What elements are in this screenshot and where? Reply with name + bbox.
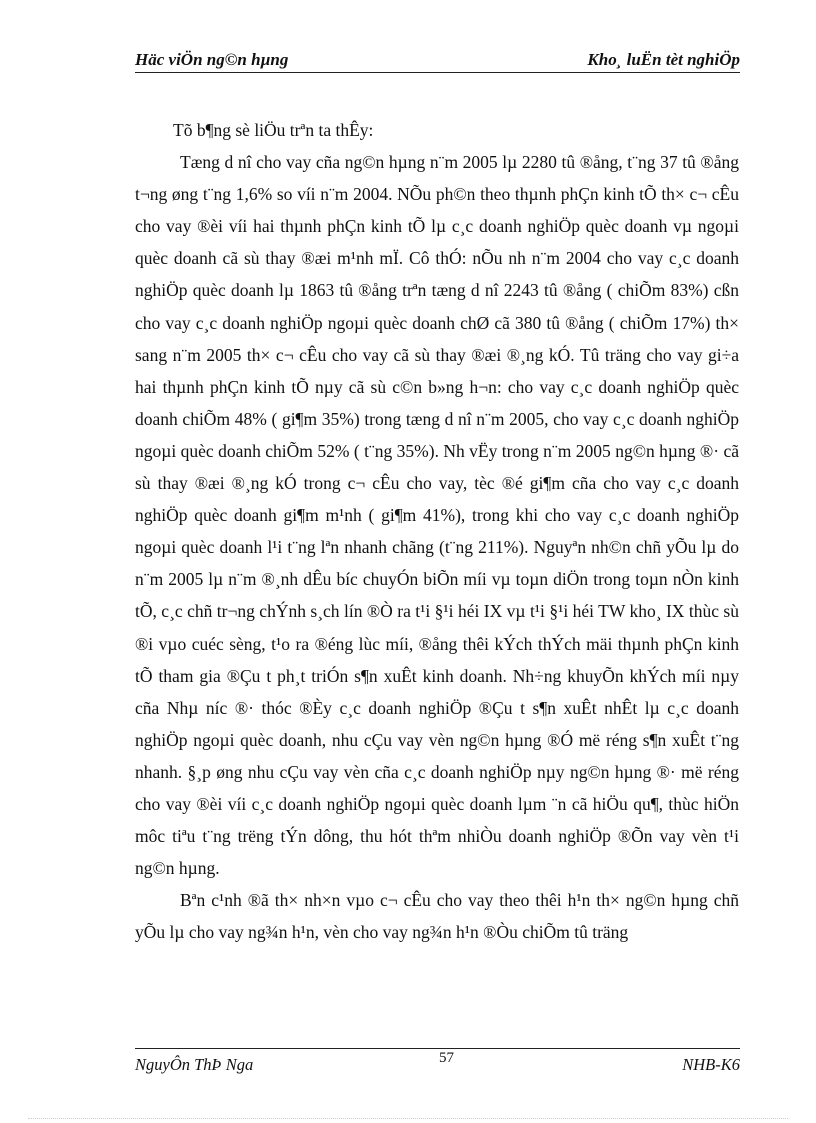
page-number: 57 [439, 1050, 454, 1066]
body-text [135, 114, 739, 948]
paragraph-term-structure: Bªn c¹nh ®ã th× nh×n vµo c¬ cÊu cho vay theo thêi h¹n th× ng©n hµng chñ yÕu lµ cho vay ng¾n h¹n, vèn cho vay ng¾n h¹n ®Òu chiÕm tû träng [135, 890, 739, 943]
header-institution: Häc viÖn ng©n hµng [135, 50, 289, 69]
page-header [135, 48, 740, 73]
footer-author: NguyÔn ThÞ Nga [135, 1055, 254, 1074]
paragraph-analysis: Tæng d nî cho vay cña ng©n hµng n¨m 2005 lµ 2280 tû ®ång, t¨ng 37 tû ®ång t¬ng øng t¨ng 1,6% so víi n¨m 2004. NÕu ph©n theo thµnh phÇn kinh tÕ th× c¬ cÊu cho vay ®èi víi hai thµnh phÇn kinh tÕ lµ c¸c doanh nghiÖp quèc doanh vµ ngoµi quèc doanh cã sù thay ®æi m¹nh mÏ. Cô thÓ: nÕu nh n¨m 2004 cho vay c¸c doanh nghiÖp quèc doanh lµ 1863 tû ®ång trªn tæng d nî 2243 tû ®ång ( chiÕm 83%) cßn cho vay c¸c doanh nghiÖp ngoµi quèc doanh chØ cã 380 tû ®ång ( chiÕm 17%) th× sang n¨m 2005 th× c¬ cÊu cho vay cã sù thay ®æi ®¸ng kÓ. Tû träng cho vay gi÷a hai thµnh phÇn kinh tÕ nµy cã sù c©n b»ng h¬n: cho vay c¸c doanh nghiÖp quèc doanh chiÕm 48% ( gi¶m 35%) trong tæng d nî n¨m 2005, cho vay c¸c doanh nghiÖp ngoµi quèc doanh chiÕm 52% ( t¨ng 35%). Nh vËy trong n¨m 2005 ng©n hµng ®· cã sù thay ®æi ®¸ng kÓ trong c¬ cÊu cho vay, tèc ®é gi¶m cña cho vay c¸c doanh nghiÖp quèc doanh gi¶m m¹nh ( gi¶m 41%), trong khi cho vay c¸c doanh nghiÖp ngoµi quèc doanh l¹i t¨ng lªn nhanh chãng (t¨ng 211%). Nguyªn nh©n chñ yÕu lµ do n¨m 2005 lµ n¨m ®¸nh dÊu bíc chuyÓn biÕn míi vµ toµn diÖn trong toµn nÒn kinh tÕ, c¸c chñ tr¬ng chÝnh s¸ch lín ®Ò ra t¹i §¹i héi IX vµ t¹i §¹i héi TW kho¸ IX thùc sù ®i vµo cuéc sèng, t¹o ra ®éng lùc míi, ®ång thêi kÝch thÝch mäi thµnh phÇn kinh tÕ tham gia ®Çu t ph¸t triÓn s¶n xuÊt kinh doanh. Nh÷ng khuyÕn khÝch míi nµy cña Nhµ níc ®· thóc ®Èy c¸c doanh nghiÖp ®Çu t s¶n xuÊt nhÊt lµ c¸c doanh nghiÖp ngoµi quèc doanh, nhu cÇu vay vèn ng©n hµng ®Ó më réng s¶n xuÊt t¨ng nhanh. §¸p øng nhu cÇu vay vèn cña c¸c doanh nghiÖp nµy ng©n hµng ®· më réng cho vay ®èi víi c¸c doanh nghiÖp ngoµi quèc doanh lµm ¨n cã hiÖu qu¶, thùc hiÖn môc tiªu t¨ng trëng tÝn dông, thu hót thªm nhiÒu doanh nghiÖp ®Õn vay vèn t¹i ng©n hµng. [135, 152, 739, 879]
footer-class-code: NHB-K6 [682, 1055, 740, 1074]
page-bottom-divider [28, 1118, 788, 1119]
header-document-type: Kho¸ luËn tèt nghiÖp [587, 50, 740, 69]
paragraph-intro: Tõ b¶ng sè liÖu trªn ta thÊy: [173, 120, 374, 140]
page-footer [135, 1048, 740, 1079]
